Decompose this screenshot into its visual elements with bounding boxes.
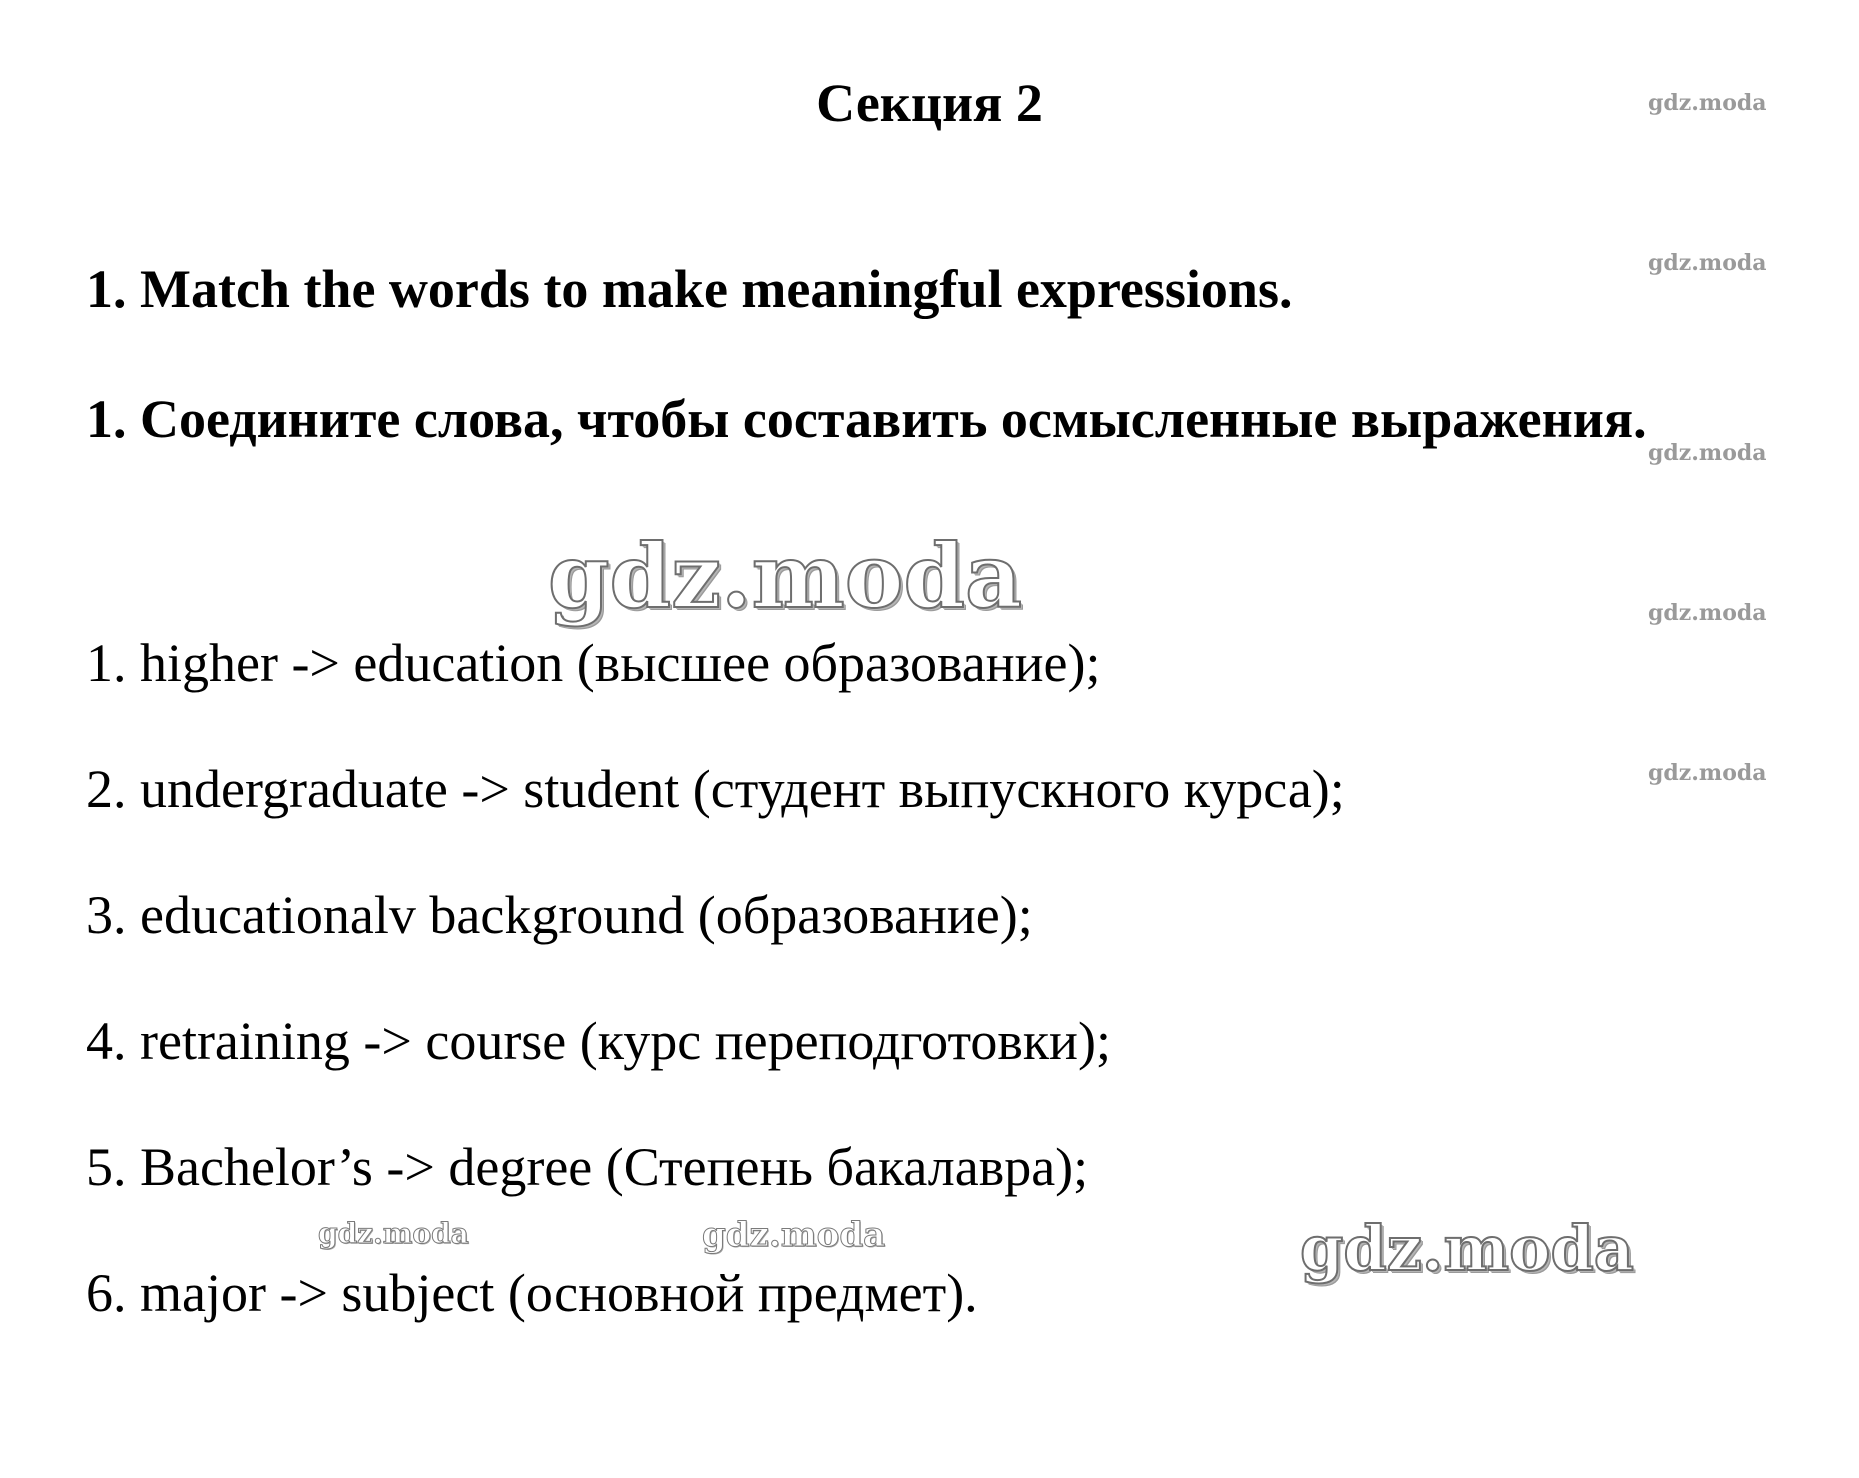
watermark: gdz.moda [1648,760,1767,786]
answer-item-1: 1. higher -> education (высшее образование); [86,633,1101,693]
watermark: gdz.moda [702,1215,886,1255]
answer-item-2: 2. undergraduate -> student (студент выпускного курса); [86,759,1345,819]
watermark: gdz.moda [1648,250,1767,276]
watermark: gdz.moda [318,1217,469,1250]
answer-item-5: 5. Bachelor’s -> degree (Степень бакалавра); [86,1137,1089,1197]
answer-item-6: 6. major -> subject (основной предмет). [86,1263,978,1323]
watermark: gdz.moda [1648,90,1767,116]
watermark: gdz.moda [1648,440,1767,466]
watermark: gdz.moda [1648,600,1767,626]
watermark-large: gdz.moda [1300,1212,1634,1285]
section-title: Секция 2 [816,73,1043,133]
task-instruction-russian: 1. Соедините слова, чтобы составить осмысленные выражения. [86,389,1647,449]
watermark-large: gdz.moda [548,524,1023,628]
answer-item-3: 3. educationalv background (образование); [86,885,1033,945]
task-instruction-english: 1. Match the words to make meaningful expressions. [86,259,1293,319]
answer-list [86,633,1345,1392]
answer-item-4: 4. retraining -> course (курс переподготовки); [86,1011,1111,1071]
